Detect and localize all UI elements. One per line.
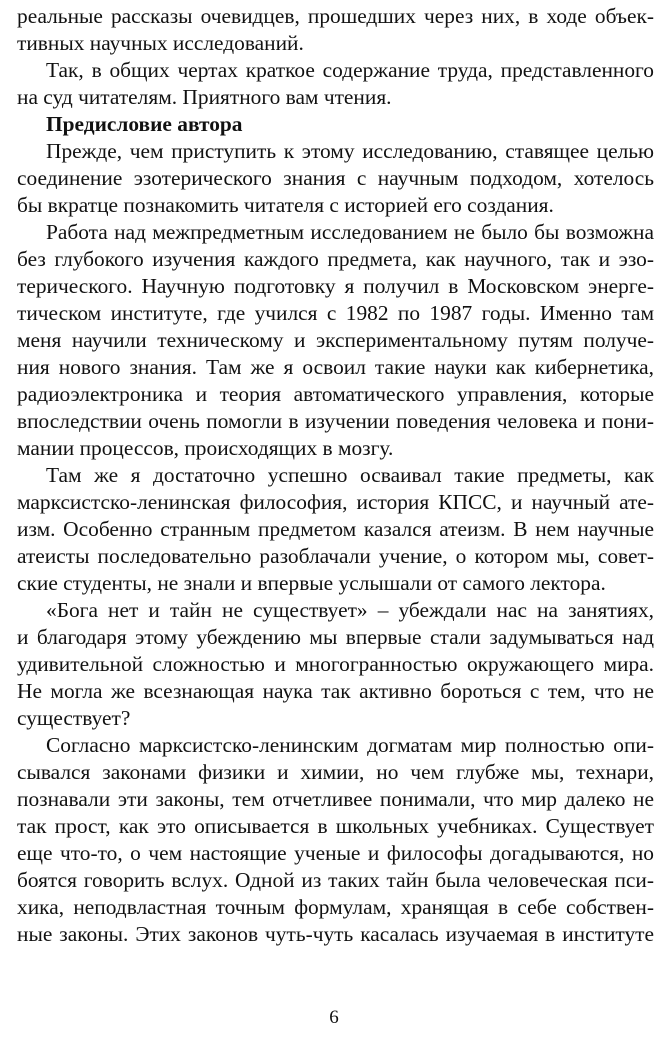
text-line: бы вкратце познакомить читателя с историей его создания. — [17, 193, 554, 217]
text-line: сывался законами физики и химии, но чем глубже мы, технари, — [17, 760, 654, 784]
text-line: радиоэлектроника и теория автоматического управления, которые — [17, 382, 654, 406]
text-line: и благодаря этому убеждению мы впервые стали задумываться над — [17, 625, 654, 649]
text-line: боятся говорить вслух. Одной из таких тайн была человеческая пси- — [17, 868, 654, 892]
text-line: Согласно марксистско-ленинским догматам мир полностью опи- — [46, 733, 654, 757]
text-line: ные законы. Этих законов чуть-чуть касалась изучаемая в институте — [17, 922, 654, 946]
text-line: тивных научных исследований. — [17, 31, 304, 55]
text-line: Там же я достаточно успешно осваивал такие предметы, как — [46, 463, 654, 487]
text-line: Так, в общих чертах краткое содержание труда, представленного — [46, 58, 654, 82]
page-number: 6 — [329, 1007, 339, 1028]
text-line: впоследствии очень помогли в изучении поведения человека и пони- — [17, 409, 654, 433]
text-line: соединение эзотерического знания с научным подходом, хотелось — [17, 166, 654, 190]
text-line: терического. Научную подготовку я получил в Московском энерге- — [17, 274, 654, 298]
text-line: так прост, как это описывается в школьных учебниках. Существует — [17, 814, 654, 838]
text-line: марксистско-ленинская философия, история КПСС, и научный ате- — [17, 490, 654, 514]
section-heading: Предисловие автора — [46, 112, 243, 136]
text-line: существует? — [17, 706, 131, 730]
text-line: без глубокого изучения каждого предмета, как научного, так и эзо- — [17, 247, 654, 271]
text-line: реальные рассказы очевидцев, прошедших через них, в ходе объек- — [17, 4, 654, 28]
text-line: атеисты последовательно разоблачали учение, о котором мы, совет- — [17, 544, 654, 568]
text-line: ские студенты, не знали и впервые услышали от самого лектора. — [17, 571, 606, 595]
text-line: Работа над межпредметным исследованием не было бы возможна — [46, 220, 654, 244]
text-line: удивительной сложностью и многогранностью окружающего мира. — [17, 652, 654, 676]
body-text — [17, 3, 654, 948]
text-line: Не могла же всезнающая наука так активно бороться с тем, что не — [17, 679, 654, 703]
text-line: мании процессов, происходящих в мозгу. — [17, 436, 394, 460]
text-line: еще что-то, о чем настоящие ученые и философы догадываются, но — [17, 841, 654, 865]
text-line: меня научили техническому и экспериментальному путям получе- — [17, 328, 654, 352]
text-line: тическом институте, где учился с 1982 по 1987 годы. Именно там — [17, 301, 654, 325]
text-line: изм. Особенно странным предметом казался атеизм. В нем научные — [17, 517, 654, 541]
text-line: ния нового знания. Там же я освоил такие науки как кибернетика, — [17, 355, 654, 379]
text-line: познавали эти законы, тем отчетливее понимали, что мир далеко не — [17, 787, 654, 811]
text-line: на суд читателям. Приятного вам чтения. — [17, 85, 392, 109]
text-line: Прежде, чем приступить к этому исследованию, ставящее целью — [46, 139, 654, 163]
text-line: хика, неподвластная точным формулам, хранящая в себе собствен- — [17, 895, 654, 919]
text-line: «Бога нет и тайн не существует» – убеждали нас на занятиях, — [46, 598, 654, 622]
